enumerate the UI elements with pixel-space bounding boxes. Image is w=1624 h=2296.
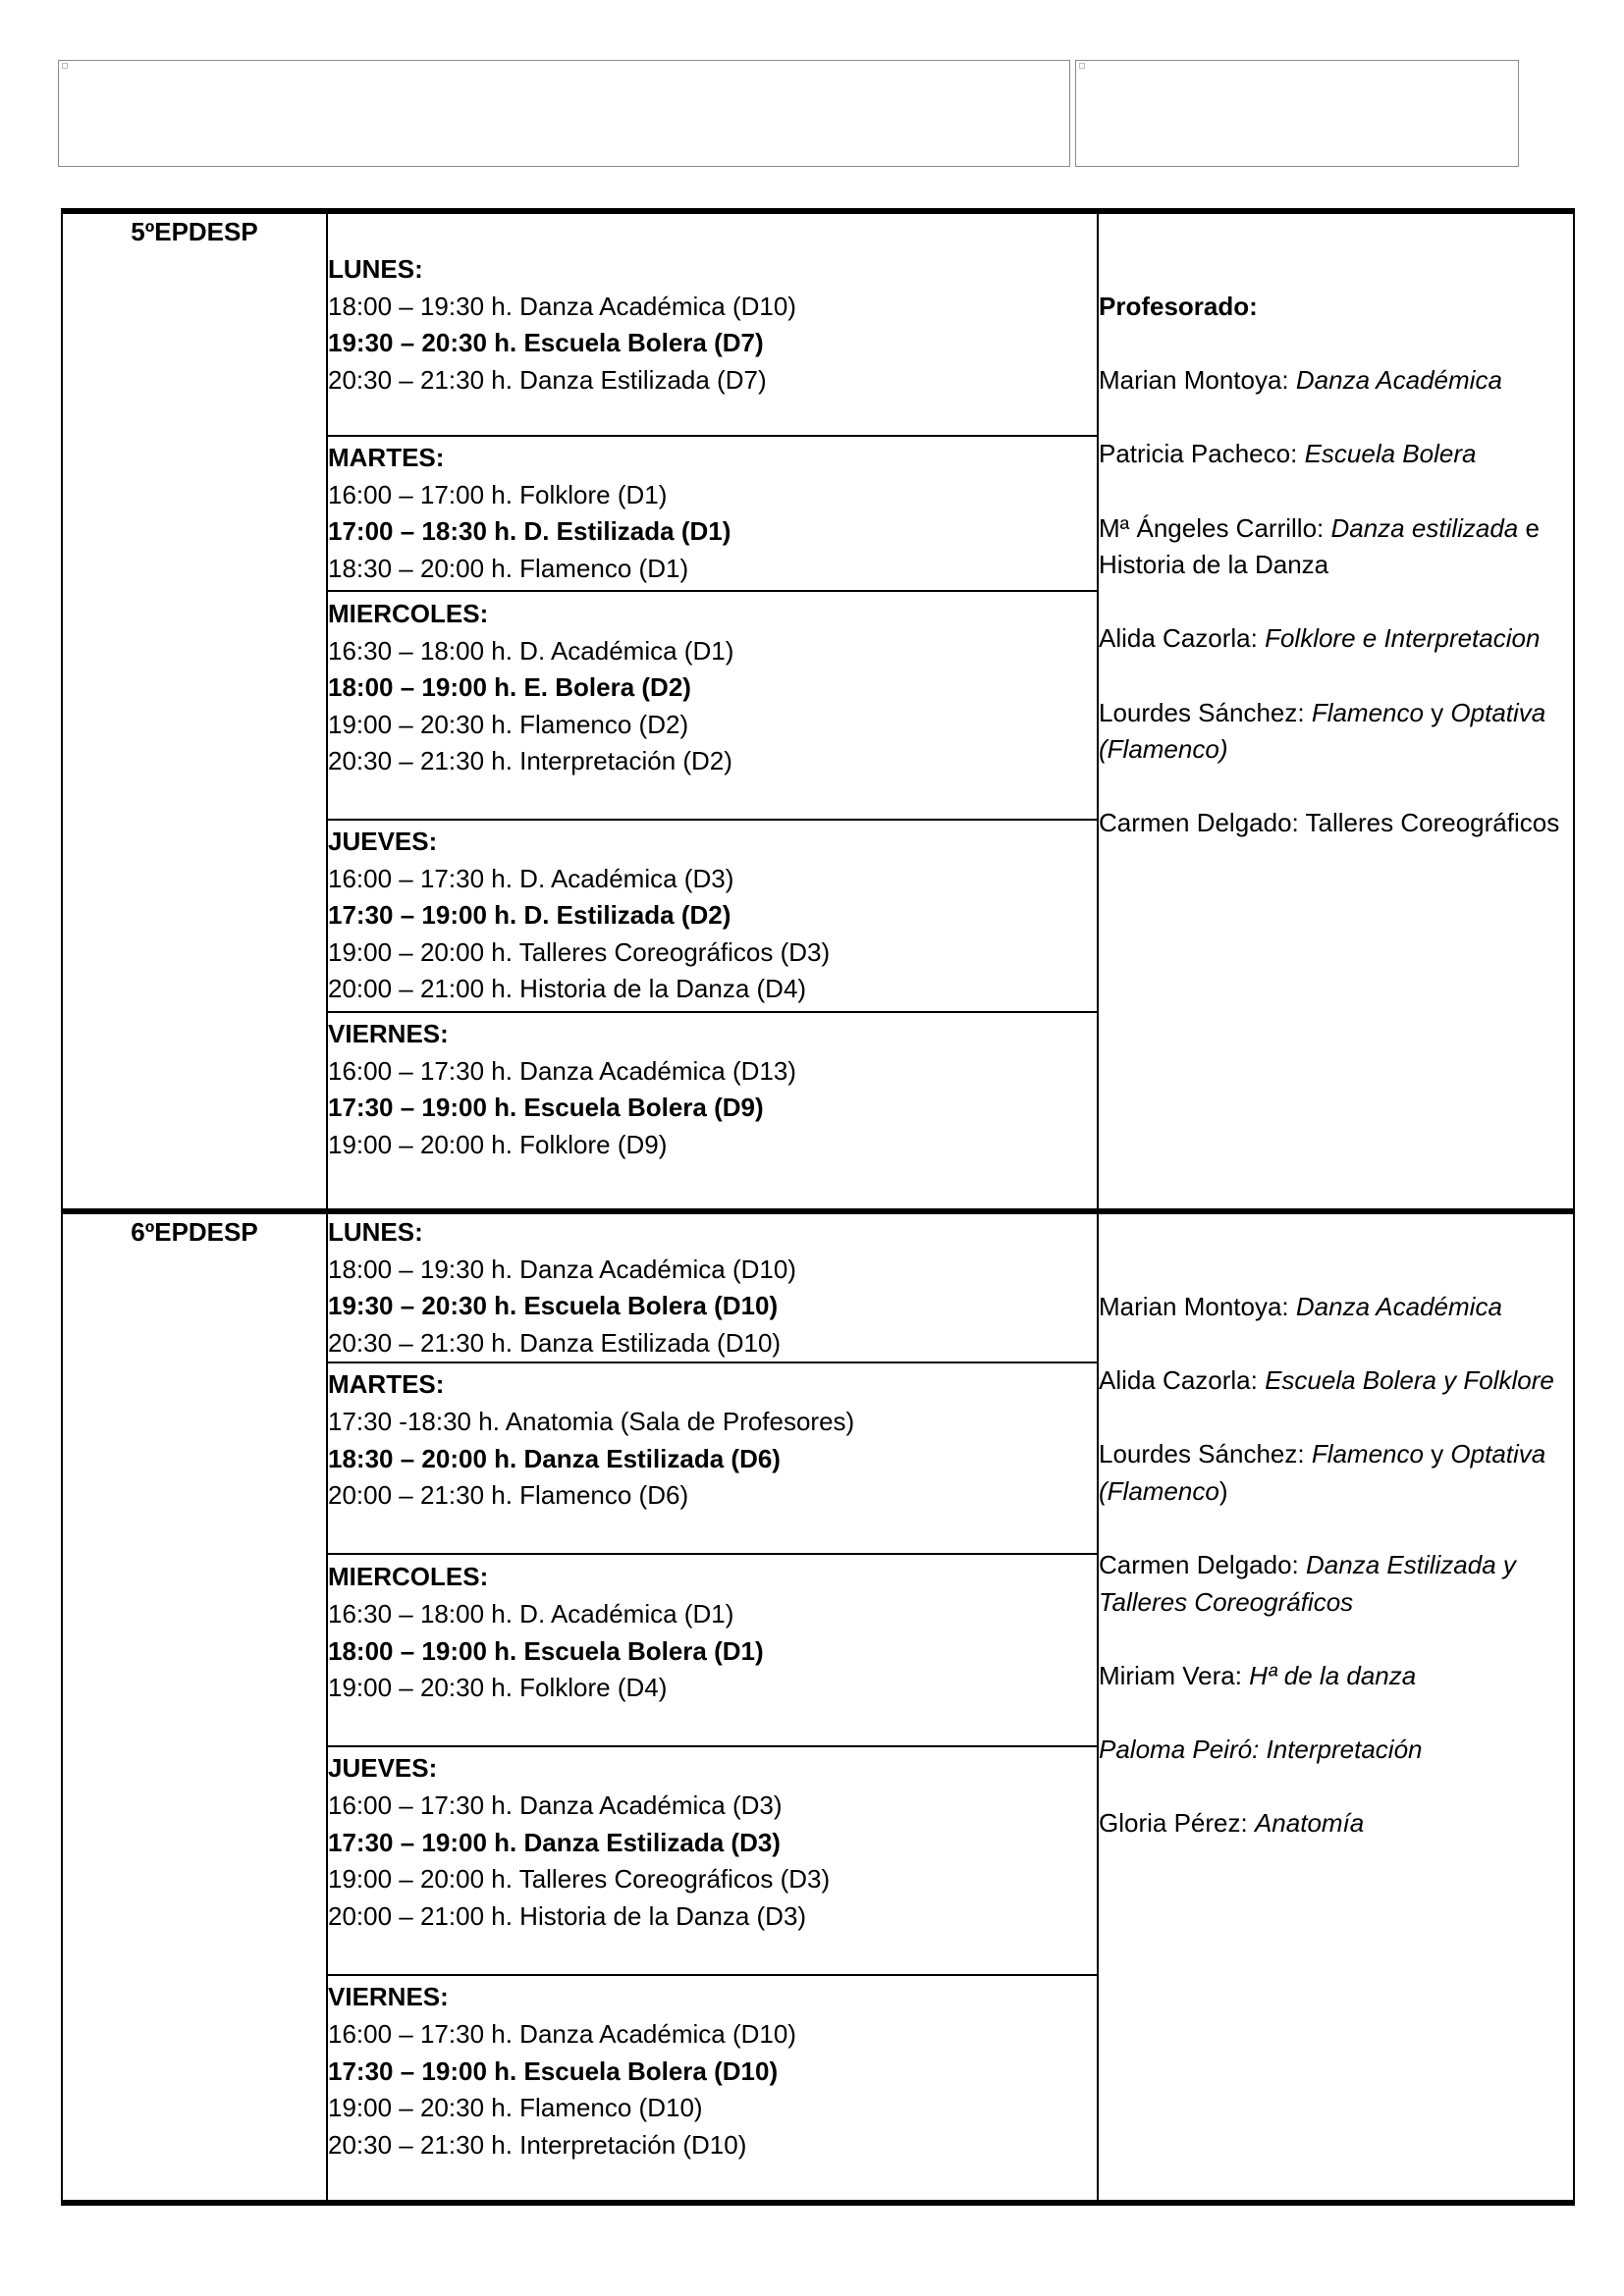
class-entry: 17:00 – 18:30 h. D. Estilizada (D1) — [328, 516, 731, 547]
teacher-name: Alida Cazorla: — [1099, 623, 1266, 654]
class-entry: 18:00 – 19:30 h. Danza Académica (D10) — [328, 291, 796, 321]
header-image-placeholder-left — [58, 60, 1070, 167]
class-entry: 20:30 – 21:30 h. Interpretación (D10) — [328, 2129, 747, 2160]
class-entry: 20:00 – 21:30 h. Flamenco (D6) — [328, 1480, 689, 1511]
teacher-entry — [1099, 1805, 1573, 1842]
teacher-subject: Optativa (Flamenco) — [1099, 697, 1546, 765]
class-entry: 18:00 – 19:30 h. Danza Académica (D10) — [328, 1254, 796, 1284]
class-entry: 16:00 – 17:30 h. Danza Académica (D3) — [328, 1789, 783, 1820]
teacher-subject: Flamenco — [1311, 697, 1424, 727]
teacher-subject: Paloma Peiró: Interpretación — [1099, 1735, 1423, 1765]
class-entry: 19:00 – 20:30 h. Flamenco (D2) — [328, 709, 689, 739]
class-entry: 17:30 – 19:00 h. D. Estilizada (D2) — [328, 900, 731, 931]
day-label: JUEVES: — [328, 1753, 438, 1784]
day-label: MIERCOLES: — [328, 599, 489, 628]
teacher-subject: Hª de la danza — [1249, 1660, 1417, 1690]
class-entry: 18:30 – 20:00 h. Flamenco (D1) — [328, 553, 689, 583]
day-block — [327, 1211, 1098, 1362]
class-entry: 19:00 – 20:30 h. Folklore (D4) — [328, 1673, 668, 1703]
class-entry: 18:00 – 19:00 h. Escuela Bolera (D1) — [328, 1635, 764, 1666]
teacher-name: ) — [1218, 1475, 1228, 1506]
day-block — [327, 211, 1098, 436]
class-entry: 19:00 – 20:00 h. Talleres Coreográficos (D3) — [328, 1864, 831, 1895]
class-entry: 18:00 – 19:00 h. E. Bolera (D2) — [328, 672, 691, 703]
day-block — [327, 1746, 1098, 1975]
class-entry: 20:30 – 21:30 h. Danza Estilizada (D10) — [328, 1327, 782, 1358]
teacher-entry — [1099, 1547, 1573, 1621]
day-label: JUEVES: — [328, 827, 438, 856]
class-entry: 16:00 – 17:00 h. Folklore (D1) — [328, 479, 668, 509]
broken-image-icon — [62, 63, 68, 69]
class-entry: 16:30 – 18:00 h. D. Académica (D1) — [328, 635, 734, 666]
day-block — [327, 820, 1098, 1012]
class-entry: 18:30 – 20:00 h. Danza Estilizada (D6) — [328, 1443, 781, 1473]
teacher-name: Marian Montoya: — [1099, 365, 1296, 396]
teacher-subject: Anatomía — [1254, 1808, 1365, 1839]
profesorado-heading: Profesorado: — [1099, 292, 1258, 321]
broken-image-icon — [1079, 63, 1085, 69]
teacher-entry — [1099, 436, 1573, 473]
teacher-name: Carmen Delgado: Talleres Coreográficos — [1099, 808, 1560, 838]
day-block — [327, 1012, 1098, 1211]
day-label: VIERNES: — [328, 1982, 449, 2012]
day-block — [327, 591, 1098, 820]
teacher-subject: Folklore e Interpretacion — [1265, 623, 1541, 654]
course-name: 5ºEPDESP — [62, 211, 327, 1211]
day-label: MARTES: — [328, 1369, 445, 1400]
teacher-entry — [1099, 620, 1573, 658]
day-label: MIERCOLES: — [328, 1562, 489, 1592]
teacher-name: Lourdes Sánchez: — [1099, 1439, 1312, 1469]
class-entry: 16:30 – 18:00 h. D. Académica (D1) — [328, 1598, 734, 1629]
teacher-entry — [1099, 510, 1573, 584]
teacher-entry — [1099, 362, 1573, 400]
day-label: VIERNES: — [328, 1019, 449, 1048]
class-entry: 20:30 – 21:30 h. Danza Estilizada (D7) — [328, 364, 767, 395]
teacher-subject: Danza Estilizada y Talleres Coreográficos — [1099, 1550, 1516, 1617]
teacher-name: e Historia de la Danza — [1099, 512, 1540, 580]
teacher-name: Miriam Vera: — [1099, 1660, 1250, 1690]
class-entry: 19:30 – 20:30 h. Escuela Bolera (D10) — [328, 1291, 779, 1321]
teacher-entry — [1099, 1289, 1573, 1326]
class-entry: 17:30 – 19:00 h. Escuela Bolera (D10) — [328, 2056, 779, 2086]
course-name: 6ºEPDESP — [62, 1211, 327, 2203]
teacher-entry — [1099, 695, 1573, 769]
class-entry: 17:30 – 19:00 h. Escuela Bolera (D9) — [328, 1093, 764, 1123]
teacher-name: Gloria Pérez: — [1099, 1808, 1255, 1839]
teacher-entry — [1099, 1436, 1573, 1510]
header-image-placeholder-right — [1075, 60, 1519, 167]
class-entry: 20:30 – 21:30 h. Interpretación (D2) — [328, 746, 732, 776]
teacher-entry — [1099, 1362, 1573, 1400]
class-entry: 19:00 – 20:00 h. Talleres Coreográficos (D3) — [328, 936, 831, 967]
class-entry: 20:00 – 21:00 h. Historia de la Danza (D4) — [328, 974, 807, 1004]
teacher-name: Marian Montoya: — [1099, 1292, 1296, 1321]
teacher-subject: Escuela Bolera y Folklore — [1265, 1365, 1554, 1396]
teacher-subject: Danza estilizada — [1330, 512, 1519, 543]
day-label: MARTES: — [328, 443, 445, 472]
day-block — [327, 1554, 1098, 1746]
teacher-name: Lourdes Sánchez: — [1099, 697, 1312, 727]
teacher-entry — [1099, 805, 1573, 842]
teacher-name: Patricia Pacheco: — [1099, 439, 1305, 469]
teacher-subject: Escuela Bolera — [1304, 439, 1477, 469]
teacher-subject: Danza Académica — [1295, 1292, 1502, 1321]
day-block — [327, 1975, 1098, 2203]
class-entry: 19:00 – 20:30 h. Flamenco (D10) — [328, 2093, 703, 2123]
class-entry: 17:30 – 19:00 h. Danza Estilizada (D3) — [328, 1827, 781, 1857]
teachers-cell — [1098, 1211, 1574, 2203]
teacher-subject: Optativa (Flamenco — [1099, 1439, 1546, 1506]
teacher-subject: Danza Académica — [1295, 365, 1502, 396]
schedule-table — [61, 208, 1575, 2206]
day-label: LUNES: — [328, 1217, 423, 1247]
teacher-name: y — [1423, 697, 1451, 727]
class-entry: 16:00 – 17:30 h. Danza Académica (D13) — [328, 1055, 796, 1086]
teacher-name: Carmen Delgado: — [1099, 1550, 1306, 1580]
day-block — [327, 436, 1098, 591]
teacher-name: y — [1423, 1439, 1451, 1469]
teacher-entry — [1099, 1658, 1573, 1695]
class-entry: 16:00 – 17:30 h. Danza Académica (D10) — [328, 2018, 796, 2049]
class-entry: 16:00 – 17:30 h. D. Académica (D3) — [328, 863, 734, 893]
class-entry: 20:00 – 21:00 h. Historia de la Danza (D3) — [328, 1900, 807, 1931]
day-block — [327, 1362, 1098, 1554]
teachers-cell — [1098, 211, 1574, 1211]
teacher-subject: Flamenco — [1311, 1439, 1424, 1469]
day-label: LUNES: — [328, 254, 423, 284]
teacher-name: Alida Cazorla: — [1099, 1365, 1266, 1396]
class-entry: 17:30 -18:30 h. Anatomia (Sala de Profesores) — [328, 1406, 855, 1436]
teacher-name: Mª Ángeles Carrillo: — [1099, 512, 1331, 543]
class-entry: 19:30 – 20:30 h. Escuela Bolera (D7) — [328, 328, 764, 358]
teacher-entry — [1099, 1732, 1573, 1769]
class-entry: 19:00 – 20:00 h. Folklore (D9) — [328, 1129, 668, 1159]
